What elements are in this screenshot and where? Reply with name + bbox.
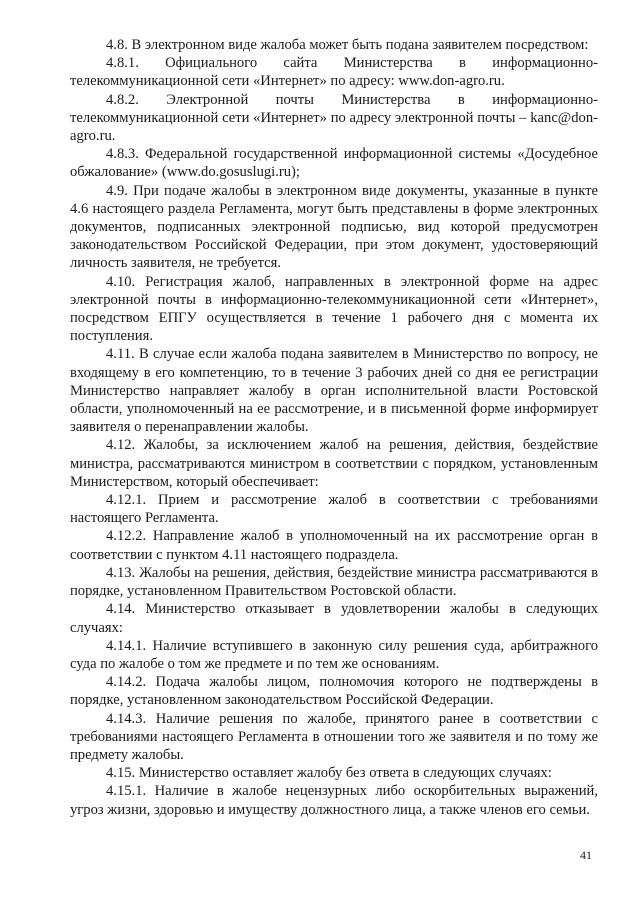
paragraph-4-9: 4.9. При подаче жалобы в электронном виде документы, указанные в пункте 4.6 настоящего раздела Регламента, могут быть представлены в форме электронных документов, подписанных электронной подписью, вид которой предусмотрен законодательством Российской Федерации, при этом документ, удостоверяющий личность заявителя, не требуется.: [70, 182, 598, 272]
paragraph-4-14-3: 4.14.3. Наличие решения по жалобе, принятого ранее в соответствии с требованиями настоящего Регламента в отношении того же заявителя и по тому же предмету жалобы.: [70, 710, 598, 763]
paragraph-4-11: 4.11. В случае если жалоба подана заявителем в Министерство по вопросу, не входящему в его компетенцию, то в течение 3 рабочих дней со дня ее регистрации Министерство направляет жалобу в орган исполнительной власти Ростовской области, уполномоченный на ее рассмотрение, и в письменной форме информирует заявителя о перенаправлении жалобы.: [70, 346, 598, 436]
paragraph-4-8: 4.8. В электронном виде жалоба может быть подана заявителем посредством:: [106, 37, 589, 53]
paragraph-4-8-1: 4.8.1. Официального сайта Министерства в информационно-телекоммуникационной сети «Интернет» по адресу: www.don-agro.ru.: [70, 55, 598, 90]
paragraph-4-14-2: 4.14.2. Подача жалобы лицом, полномочия которого не подтверждены в порядке, установленном законодательством Российской Федерации.: [70, 674, 598, 709]
document-page: [70, 36, 598, 819]
paragraph-4-8-3: 4.8.3. Федеральной государственной информационной системы «Досудебное обжалование» (www.do.gosuslugi.ru);: [70, 146, 598, 181]
paragraph-4-14-1: 4.14.1. Наличие вступившего в законную силу решения суда, арбитражного суда по жалобе о том же предмете и по тем же основаниям.: [70, 637, 598, 672]
paragraph-4-12-1: 4.12.1. Прием и рассмотрение жалоб в соответствии с требованиями настоящего Регламента.: [70, 492, 598, 527]
paragraph-4-8-2: 4.8.2. Электронной почты Министерства в информационно-телекоммуникационной сети «Интернет» по адресу электронной почты – kanc@don-agro.ru.: [70, 91, 598, 145]
page-number: 41: [580, 848, 592, 862]
paragraph-4-12-2: 4.12.2. Направление жалоб в уполномоченный на их рассмотрение орган в соответствии с пунктом 4.11 настоящего подраздела.: [70, 528, 598, 563]
paragraph-4-15-1: 4.15.1. Наличие в жалобе нецензурных либо оскорбительных выражений, угроз жизни, здоровью и имуществу должностного лица, а также членов его семьи.: [70, 783, 598, 818]
paragraph-4-12: 4.12. Жалобы, за исключением жалоб на решения, действия, бездействие министра, рассматриваются министром в соответствии с порядком, установленным Министерством, который обеспечивает:: [70, 437, 598, 490]
paragraph-4-14: 4.14. Министерство отказывает в удовлетворении жалобы в следующих случаях:: [70, 601, 598, 636]
paragraph-4-10: 4.10. Регистрация жалоб, направленных в электронной форме на адрес электронной почты в информационно-телекоммуникационной сети «Интернет», посредством ЕПГУ осуществляется в течение 1 рабочего дня с момента их поступления.: [70, 273, 598, 345]
paragraph-4-15: 4.15. Министерство оставляет жалобу без ответа в следующих случаях:: [106, 765, 552, 782]
paragraph-4-13: 4.13. Жалобы на решения, действия, бездействие министра рассматриваются в порядке, установленном Правительством Ростовской области.: [70, 564, 598, 600]
